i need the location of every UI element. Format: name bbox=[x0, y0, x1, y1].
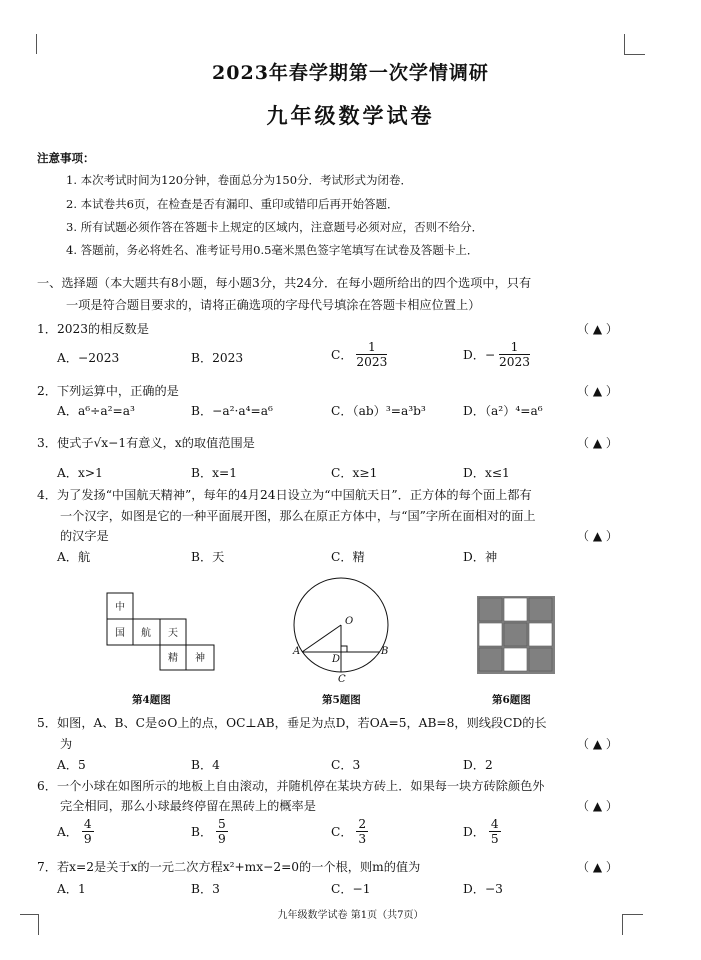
q3-option-c: C．x≥1 bbox=[331, 466, 378, 480]
point-label-c: C bbox=[338, 674, 346, 684]
tile-dark bbox=[504, 623, 527, 646]
q2-option-a: A．a⁶÷a²=a³ bbox=[57, 404, 135, 418]
q6-option-d-label: D． bbox=[463, 825, 485, 840]
question-5-line1: 5．如图，A、B、C是⊙O上的点，OC⊥AB，垂足为点D，若OA=5，AB=8，则线段CD的长 bbox=[37, 716, 547, 730]
q1-c-numerator: 1 bbox=[356, 340, 387, 355]
question-6-line2: 完全相同，那么小球最终停留在黑砖上的概率是 bbox=[60, 799, 316, 813]
tile-dark bbox=[529, 598, 552, 621]
point-label-o: O bbox=[345, 616, 354, 627]
q1-option-d-label: D．− bbox=[463, 348, 496, 363]
q6-a-numerator: 4 bbox=[83, 817, 92, 831]
q1-c-denominator: 2023 bbox=[356, 355, 388, 370]
q6-option-a-label: A． bbox=[57, 825, 78, 840]
tile-light bbox=[504, 648, 527, 671]
note-item: 2. 本试卷共6页，在检查是否有漏印、重印或错印后再开始答题． bbox=[66, 197, 399, 211]
q6-option-a bbox=[57, 817, 94, 846]
q1-option-c-label: C． bbox=[331, 348, 353, 363]
point-label-b: B bbox=[381, 646, 389, 657]
q5-option-b: B．4 bbox=[191, 758, 220, 772]
figure-5-circle bbox=[288, 572, 398, 684]
q6-c-denominator: 3 bbox=[358, 832, 367, 847]
q4-option-a: A．航 bbox=[57, 550, 91, 564]
point-label-a: A bbox=[293, 646, 301, 657]
tile-dark bbox=[479, 648, 502, 671]
answer-mark: （ ▲ ） bbox=[577, 860, 618, 874]
tile-light bbox=[504, 598, 527, 621]
q6-option-c-label: C． bbox=[331, 825, 353, 840]
figure-4-caption: 第4题图 bbox=[132, 694, 171, 706]
q3-option-a: A．x>1 bbox=[57, 466, 103, 480]
question-2-stem: 2．下列运算中，正确的是 bbox=[37, 384, 179, 398]
q6-a-denominator: 9 bbox=[83, 832, 92, 847]
q6-c-numerator: 2 bbox=[358, 817, 367, 831]
figure-6-caption: 第6题图 bbox=[492, 694, 531, 706]
crop-mark-top-right bbox=[624, 34, 645, 55]
point-label-d: D bbox=[332, 654, 341, 665]
answer-mark: （ ▲ ） bbox=[577, 436, 618, 450]
answer-mark: （ ▲ ） bbox=[577, 322, 618, 336]
q6-d-numerator: 4 bbox=[490, 817, 499, 831]
question-4-line2: 一个汉字，如图是它的一种平面展开图，那么在原正方体中，与“国”字所在面相对的面上 bbox=[60, 509, 536, 523]
q1-d-denominator: 2023 bbox=[499, 355, 531, 370]
q6-option-b bbox=[191, 817, 228, 846]
q1-option-d bbox=[463, 340, 530, 369]
note-item: 4. 答题前，务必将姓名、准考证号用0.5毫米黑色签字笔填写在试卷及答题卡上． bbox=[66, 243, 479, 257]
q3-option-b: B．x=1 bbox=[191, 466, 237, 480]
question-5-line2: 为 bbox=[60, 737, 73, 751]
q5-option-c: C．3 bbox=[331, 758, 361, 772]
q6-b-denominator: 9 bbox=[218, 832, 226, 847]
net-cell: 中 bbox=[115, 602, 125, 613]
figure-4-cube-net bbox=[100, 590, 220, 672]
q6-option-c bbox=[331, 817, 368, 846]
q7-option-b: B．3 bbox=[191, 882, 220, 896]
q4-option-d: D．神 bbox=[463, 550, 498, 564]
q6-d-denominator: 5 bbox=[490, 832, 499, 847]
section-heading: 一、选择题（本大题共有8小题，每小题3分，共24分．在每小题所给出的四个选项中，只有 bbox=[37, 276, 532, 290]
q5-option-a: A．5 bbox=[57, 758, 86, 772]
q7-option-d: D．−3 bbox=[463, 882, 503, 896]
answer-mark: （ ▲ ） bbox=[577, 384, 618, 398]
q1-option-b: B．2023 bbox=[191, 351, 244, 365]
notes-heading: 注意事项： bbox=[37, 151, 95, 165]
tile-dark bbox=[529, 648, 552, 671]
q4-option-c: C．精 bbox=[331, 550, 365, 564]
answer-mark: （ ▲ ） bbox=[577, 737, 618, 751]
answer-mark: （ ▲ ） bbox=[577, 799, 618, 813]
exam-subtitle: 九年级数学试卷 bbox=[266, 103, 435, 128]
answer-mark: （ ▲ ） bbox=[577, 529, 618, 543]
q1-option-a: A．−2023 bbox=[57, 351, 120, 365]
q6-b-numerator: 5 bbox=[218, 817, 226, 831]
note-item: 1. 本次考试时间为120分钟，卷面总分为150分．考试形式为闭卷． bbox=[66, 173, 413, 187]
question-6-line1: 6．一个小球在如图所示的地板上自由滚动，并随机停在某块方砖上．如果每一块方砖除颜色外 bbox=[37, 779, 545, 793]
net-cell: 航 bbox=[141, 628, 151, 639]
figure-6-tile-grid bbox=[476, 595, 556, 675]
q2-option-b: B．−a²·a⁴=a⁶ bbox=[191, 404, 273, 418]
q3-option-d: D．x≤1 bbox=[463, 466, 510, 480]
figure-5-caption: 第5题图 bbox=[322, 694, 361, 706]
tile-light bbox=[479, 623, 502, 646]
q4-option-b: B．天 bbox=[191, 550, 225, 564]
q7-option-c: C．−1 bbox=[331, 882, 371, 896]
question-7-stem: 7．若x=2是关于x的一元二次方程x²+mx−2=0的一个根，则m的值为 bbox=[37, 860, 421, 874]
q5-option-d: D．2 bbox=[463, 758, 493, 772]
net-cell: 天 bbox=[168, 628, 178, 639]
net-cell: 国 bbox=[115, 628, 125, 639]
question-3-stem: 3．使式子√x−1有意义，x的取值范围是 bbox=[37, 436, 255, 450]
q7-option-a: A．1 bbox=[57, 882, 86, 896]
q6-option-b-label: B． bbox=[191, 825, 213, 840]
page-footer: 九年级数学试卷 第1页（共7页） bbox=[277, 910, 424, 921]
note-item: 3. 所有试题必须作答在答题卡上规定的区域内，注意题号必须对应，否则不给分． bbox=[66, 220, 484, 234]
q2-option-d: D．（a²）⁴=a⁶ bbox=[463, 404, 543, 418]
q2-option-c: C．（ab）³=a³b³ bbox=[331, 404, 426, 418]
q1-d-numerator: 1 bbox=[499, 340, 530, 355]
question-4-line1: 4．为了发扬“中国航天精神”，每年的4月24日设立为“中国航天日”．正方体的每个面上都有 bbox=[37, 488, 532, 502]
question-1-stem: 1．2023的相反数是 bbox=[37, 322, 149, 336]
net-cell: 精 bbox=[168, 653, 178, 664]
q1-option-c bbox=[331, 340, 387, 369]
crop-mark-top-left bbox=[36, 34, 37, 54]
exam-title: 2023年春学期第一次学情调研 bbox=[212, 62, 489, 84]
tile-light bbox=[529, 623, 552, 646]
net-cell: 神 bbox=[195, 653, 205, 664]
q6-option-d bbox=[463, 817, 501, 846]
question-4-line3: 的汉字是 bbox=[60, 529, 109, 543]
tile-dark bbox=[479, 598, 502, 621]
section-heading-cont: 一项是符合题目要求的，请将正确选项的字母代号填涂在答题卡相应位置上） bbox=[66, 298, 481, 312]
